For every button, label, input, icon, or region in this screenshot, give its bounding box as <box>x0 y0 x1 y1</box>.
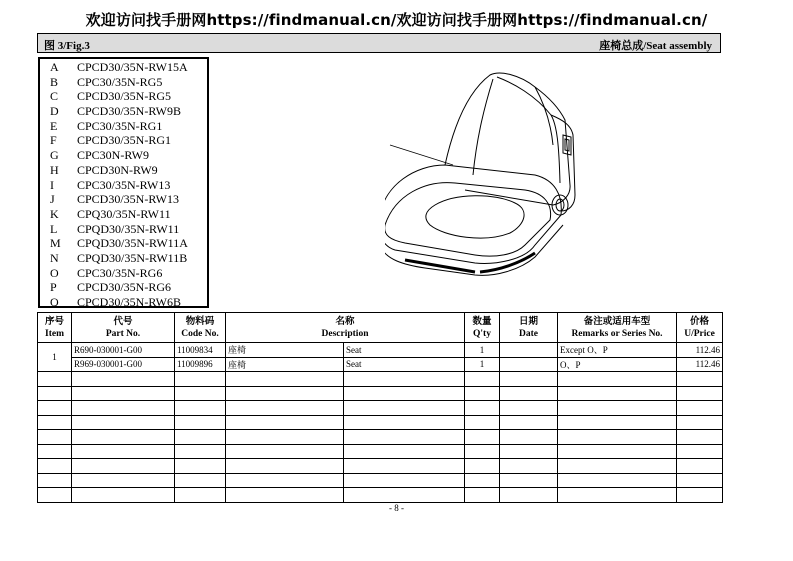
header-part-no: 代号 Part No. <box>72 313 175 343</box>
model-list-item <box>40 251 207 266</box>
model-letter: M <box>50 236 61 251</box>
model-list <box>38 57 209 308</box>
model-name: CPCD30/35N-RW6B <box>77 295 182 309</box>
empty-cell <box>38 459 72 474</box>
model-letter: A <box>50 60 59 74</box>
empty-cell <box>558 430 677 445</box>
empty-cell <box>175 415 226 430</box>
model-name: CPC30/35N-RW13 <box>77 177 171 192</box>
model-list-item <box>40 163 207 178</box>
desc-en: Seat <box>344 357 465 372</box>
remarks: Except O、P <box>558 343 677 358</box>
model-letter: Q <box>50 295 59 309</box>
empty-cell <box>465 430 500 445</box>
figure-number: 图 3/Fig.3 <box>44 40 90 52</box>
page-number: - 8 - <box>389 503 404 513</box>
table-header-row <box>38 313 723 343</box>
empty-table-row <box>38 372 723 387</box>
price: 112.46 <box>677 357 723 372</box>
header-item: 序号 Item <box>38 313 72 343</box>
model-name: CPC30/35N-RG5 <box>77 74 163 89</box>
empty-cell <box>226 459 344 474</box>
code-no: 11009896 <box>175 357 226 372</box>
model-letter: G <box>50 148 59 163</box>
model-name: CPC30/35N-RG1 <box>77 118 163 133</box>
empty-cell <box>175 488 226 503</box>
model-letter: B <box>50 74 59 89</box>
empty-table-row <box>38 386 723 401</box>
empty-cell <box>677 372 723 387</box>
header-date: 日期 Date <box>500 313 558 343</box>
model-name: CPC30N-RW9 <box>77 148 150 163</box>
empty-cell <box>344 444 465 459</box>
date <box>500 357 558 372</box>
model-letter: J <box>50 192 55 207</box>
qty: 1 <box>465 357 500 372</box>
model-name: CPCD30/35N-RG1 <box>77 133 172 148</box>
empty-cell <box>226 430 344 445</box>
empty-cell <box>72 430 175 445</box>
header-qty: 数量 Q'ty <box>465 313 500 343</box>
empty-cell <box>175 444 226 459</box>
empty-cell <box>72 459 175 474</box>
empty-cell <box>465 473 500 488</box>
empty-cell <box>38 401 72 416</box>
empty-cell <box>344 430 465 445</box>
empty-cell <box>344 386 465 401</box>
empty-cell <box>465 488 500 503</box>
model-list-item <box>40 119 207 134</box>
empty-cell <box>500 430 558 445</box>
model-letter: C <box>50 89 59 104</box>
item-number: 1 <box>38 343 72 372</box>
empty-cell <box>500 401 558 416</box>
empty-cell <box>38 444 72 459</box>
empty-table-row <box>38 473 723 488</box>
model-list-item <box>40 133 207 148</box>
empty-cell <box>558 473 677 488</box>
empty-cell <box>465 372 500 387</box>
remarks: O、P <box>558 357 677 372</box>
model-list-item <box>40 280 207 295</box>
model-list-item <box>40 75 207 90</box>
model-name: CPCD30N-RW9 <box>77 162 158 177</box>
empty-table-row <box>38 415 723 430</box>
model-name: CPQD30/35N-RW11A <box>77 236 188 251</box>
header-remarks: 备注或适用车型 Remarks or Series No. <box>558 313 677 343</box>
empty-cell <box>558 459 677 474</box>
empty-table-row <box>38 444 723 459</box>
empty-cell <box>677 488 723 503</box>
model-list-item <box>40 266 207 281</box>
figure-header <box>37 33 721 53</box>
empty-cell <box>38 430 72 445</box>
empty-cell <box>500 415 558 430</box>
model-name: CPCD30/35N-RW15A <box>77 60 188 74</box>
model-list-item <box>40 192 207 207</box>
figure-title: 座椅总成/Seat assembly <box>599 40 712 52</box>
model-letter: O <box>50 265 59 280</box>
model-name: CPCD30/35N-RG6 <box>77 280 172 295</box>
model-list-item <box>40 222 207 237</box>
empty-cell <box>38 386 72 401</box>
empty-cell <box>677 444 723 459</box>
empty-cell <box>72 488 175 503</box>
empty-cell <box>226 415 344 430</box>
table-row <box>38 357 723 372</box>
empty-cell <box>226 444 344 459</box>
price: 112.46 <box>677 343 723 358</box>
empty-cell <box>465 444 500 459</box>
empty-cell <box>500 372 558 387</box>
empty-cell <box>175 386 226 401</box>
model-name: CPCD30/35N-RG5 <box>77 89 172 104</box>
desc-cn: 座椅 <box>226 343 344 358</box>
parts-table <box>37 312 723 503</box>
empty-table-row <box>38 488 723 503</box>
empty-cell <box>226 372 344 387</box>
model-letter: I <box>50 177 54 192</box>
part-no: R969-030001-G00 <box>72 357 175 372</box>
model-letter: P <box>50 280 57 295</box>
empty-cell <box>500 473 558 488</box>
empty-cell <box>558 488 677 503</box>
empty-cell <box>72 372 175 387</box>
model-list-item <box>40 207 207 222</box>
code-no: 11009834 <box>175 343 226 358</box>
model-list-item <box>40 178 207 193</box>
model-list-item <box>40 104 207 119</box>
table-row <box>38 343 723 358</box>
model-letter: F <box>50 133 57 148</box>
empty-cell <box>226 473 344 488</box>
model-letter: N <box>50 250 59 265</box>
model-name: CPCD30/35N-RW13 <box>77 192 180 207</box>
empty-cell <box>175 473 226 488</box>
empty-cell <box>38 372 72 387</box>
empty-cell <box>38 415 72 430</box>
empty-cell <box>38 473 72 488</box>
empty-cell <box>558 444 677 459</box>
empty-cell <box>558 372 677 387</box>
header-price: 价格 U/Price <box>677 313 723 343</box>
empty-cell <box>558 401 677 416</box>
empty-cell <box>72 473 175 488</box>
empty-cell <box>500 386 558 401</box>
empty-cell <box>175 430 226 445</box>
empty-cell <box>72 415 175 430</box>
empty-cell <box>465 415 500 430</box>
empty-table-row <box>38 459 723 474</box>
empty-cell <box>677 473 723 488</box>
qty: 1 <box>465 343 500 358</box>
empty-cell <box>72 444 175 459</box>
empty-cell <box>344 488 465 503</box>
empty-cell <box>677 386 723 401</box>
model-letter: H <box>50 162 59 177</box>
empty-cell <box>344 372 465 387</box>
empty-cell <box>677 430 723 445</box>
empty-cell <box>677 459 723 474</box>
empty-cell <box>175 372 226 387</box>
empty-cell <box>175 459 226 474</box>
model-name: CPC30/35N-RG6 <box>77 265 163 280</box>
model-name: CPQD30/35N-RW11 <box>77 221 180 236</box>
model-letter: K <box>50 206 59 221</box>
model-letter: E <box>50 118 58 133</box>
empty-cell <box>38 488 72 503</box>
empty-cell <box>677 401 723 416</box>
empty-cell <box>226 401 344 416</box>
header-description: 名称 Description <box>226 313 465 343</box>
empty-cell <box>558 386 677 401</box>
model-name: CPCD30/35N-RW9B <box>77 104 182 119</box>
empty-cell <box>175 401 226 416</box>
model-letter: L <box>50 221 58 236</box>
empty-cell <box>72 401 175 416</box>
empty-cell <box>344 401 465 416</box>
model-list-item <box>40 148 207 163</box>
empty-cell <box>465 401 500 416</box>
seat-drawing <box>385 65 590 280</box>
empty-cell <box>72 386 175 401</box>
empty-cell <box>226 488 344 503</box>
desc-cn: 座椅 <box>226 357 344 372</box>
empty-cell <box>500 459 558 474</box>
empty-cell <box>465 386 500 401</box>
empty-cell <box>344 473 465 488</box>
empty-cell <box>677 415 723 430</box>
empty-table-row <box>38 430 723 445</box>
empty-cell <box>344 459 465 474</box>
empty-cell <box>465 459 500 474</box>
empty-cell <box>500 488 558 503</box>
date <box>500 343 558 358</box>
header-code-no: 物料码 Code No. <box>175 313 226 343</box>
model-list-item <box>40 60 207 75</box>
model-list-item <box>40 89 207 104</box>
model-letter: D <box>50 104 59 119</box>
model-list-item <box>40 295 207 310</box>
desc-en: Seat <box>344 343 465 358</box>
model-name: CPQD30/35N-RW11B <box>77 250 188 265</box>
watermark-text: 欢迎访问找手册网https://findmanual.cn/欢迎访问找手册网https://findmanual.cn/ <box>85 11 708 29</box>
part-no: R690-030001-G00 <box>72 343 175 358</box>
empty-cell <box>558 415 677 430</box>
model-name: CPQ30/35N-RW11 <box>77 206 171 221</box>
empty-cell <box>500 444 558 459</box>
empty-table-row <box>38 401 723 416</box>
empty-cell <box>344 415 465 430</box>
model-list-item <box>40 236 207 251</box>
empty-cell <box>226 386 344 401</box>
